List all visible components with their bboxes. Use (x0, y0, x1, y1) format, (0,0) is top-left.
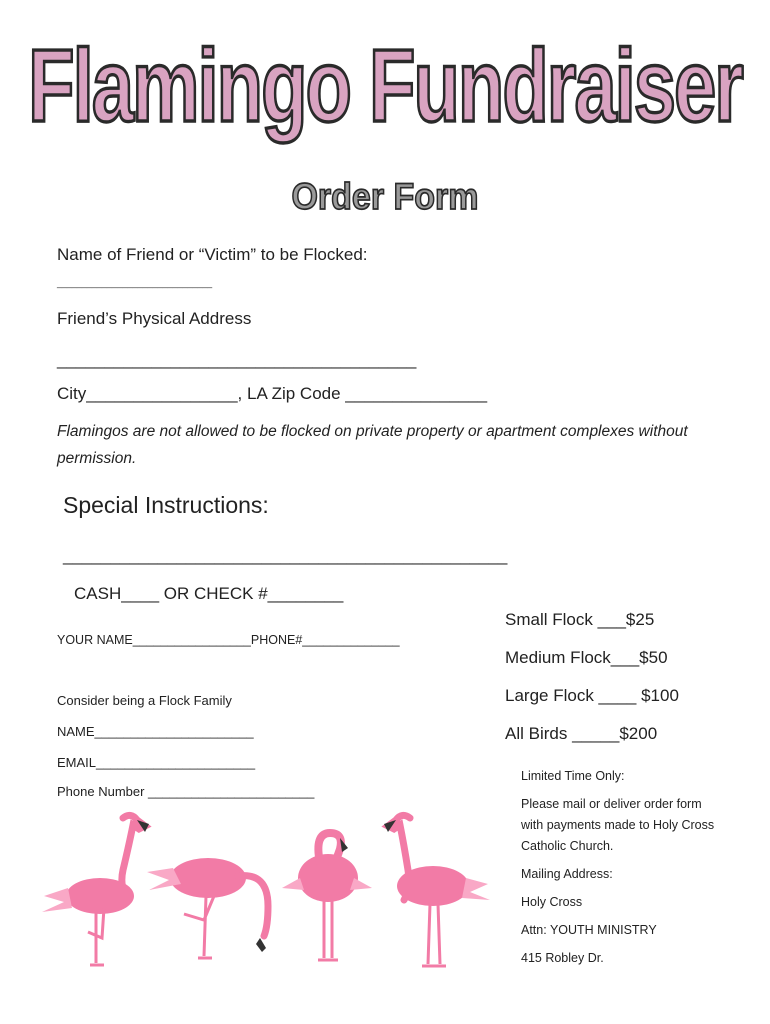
mailing-address-label: Mailing Address: (521, 867, 613, 881)
price-all-birds: All Birds _____$200 (505, 724, 658, 743)
flamingo-icon (282, 833, 372, 960)
name-field[interactable]: NAME______________________ (57, 724, 254, 739)
mail-instructions-line: Catholic Church. (521, 839, 614, 853)
address-field[interactable]: ______________________________________ (57, 350, 417, 369)
special-instructions-field[interactable]: _______________________________________________ (63, 546, 508, 565)
special-instructions-label: Special Instructions: (63, 492, 269, 518)
flamingo-icon (42, 815, 149, 965)
flamingo-illustrations (38, 808, 498, 978)
info-block (521, 766, 741, 969)
limited-time-text: Limited Time Only: (521, 769, 625, 783)
disclaimer-text: Flamingos are not allowed to be flocked on private property or apartment complexes without permission. (57, 423, 688, 467)
price-medium-flock: Medium Flock___$50 (505, 648, 668, 667)
address-line: Holy Cross (521, 895, 583, 909)
price-small-flock: Small Flock ___$25 (505, 610, 655, 629)
page-subtitle: Order Form (291, 176, 479, 218)
friend-name-label: Name of Friend or “Victim” to be Flocked: (57, 245, 368, 264)
friend-name-field[interactable]: _______________________________ (57, 278, 213, 288)
mail-instructions-line: Please mail or deliver order form (521, 797, 702, 811)
email-field[interactable]: EMAIL______________________ (57, 755, 256, 770)
price-large-flock: Large Flock ____ $100 (505, 686, 679, 705)
mail-instructions-line: with payments made to Holy Cross (521, 818, 715, 832)
payment-method-field[interactable]: CASH____ OR CHECK #________ (74, 584, 344, 603)
flock-family-label: Consider being a Flock Family (57, 693, 232, 708)
address-line: 415 Robley Dr. (521, 951, 604, 965)
city-zip-field[interactable]: City________________, LA Zip Code _______________ (57, 384, 488, 403)
page-title: Flamingo Fundraiser (28, 29, 742, 145)
flamingo-icon (147, 858, 268, 958)
address-line: Attn: YOUTH MINISTRY (521, 923, 657, 937)
address-label: Friend’s Physical Address (57, 309, 252, 328)
phone-number-field[interactable]: Phone Number _______________________ (57, 784, 315, 799)
flamingo-icon (384, 815, 490, 966)
your-name-phone-field[interactable]: YOUR NAME_________________PHONE#______________ (57, 633, 400, 647)
